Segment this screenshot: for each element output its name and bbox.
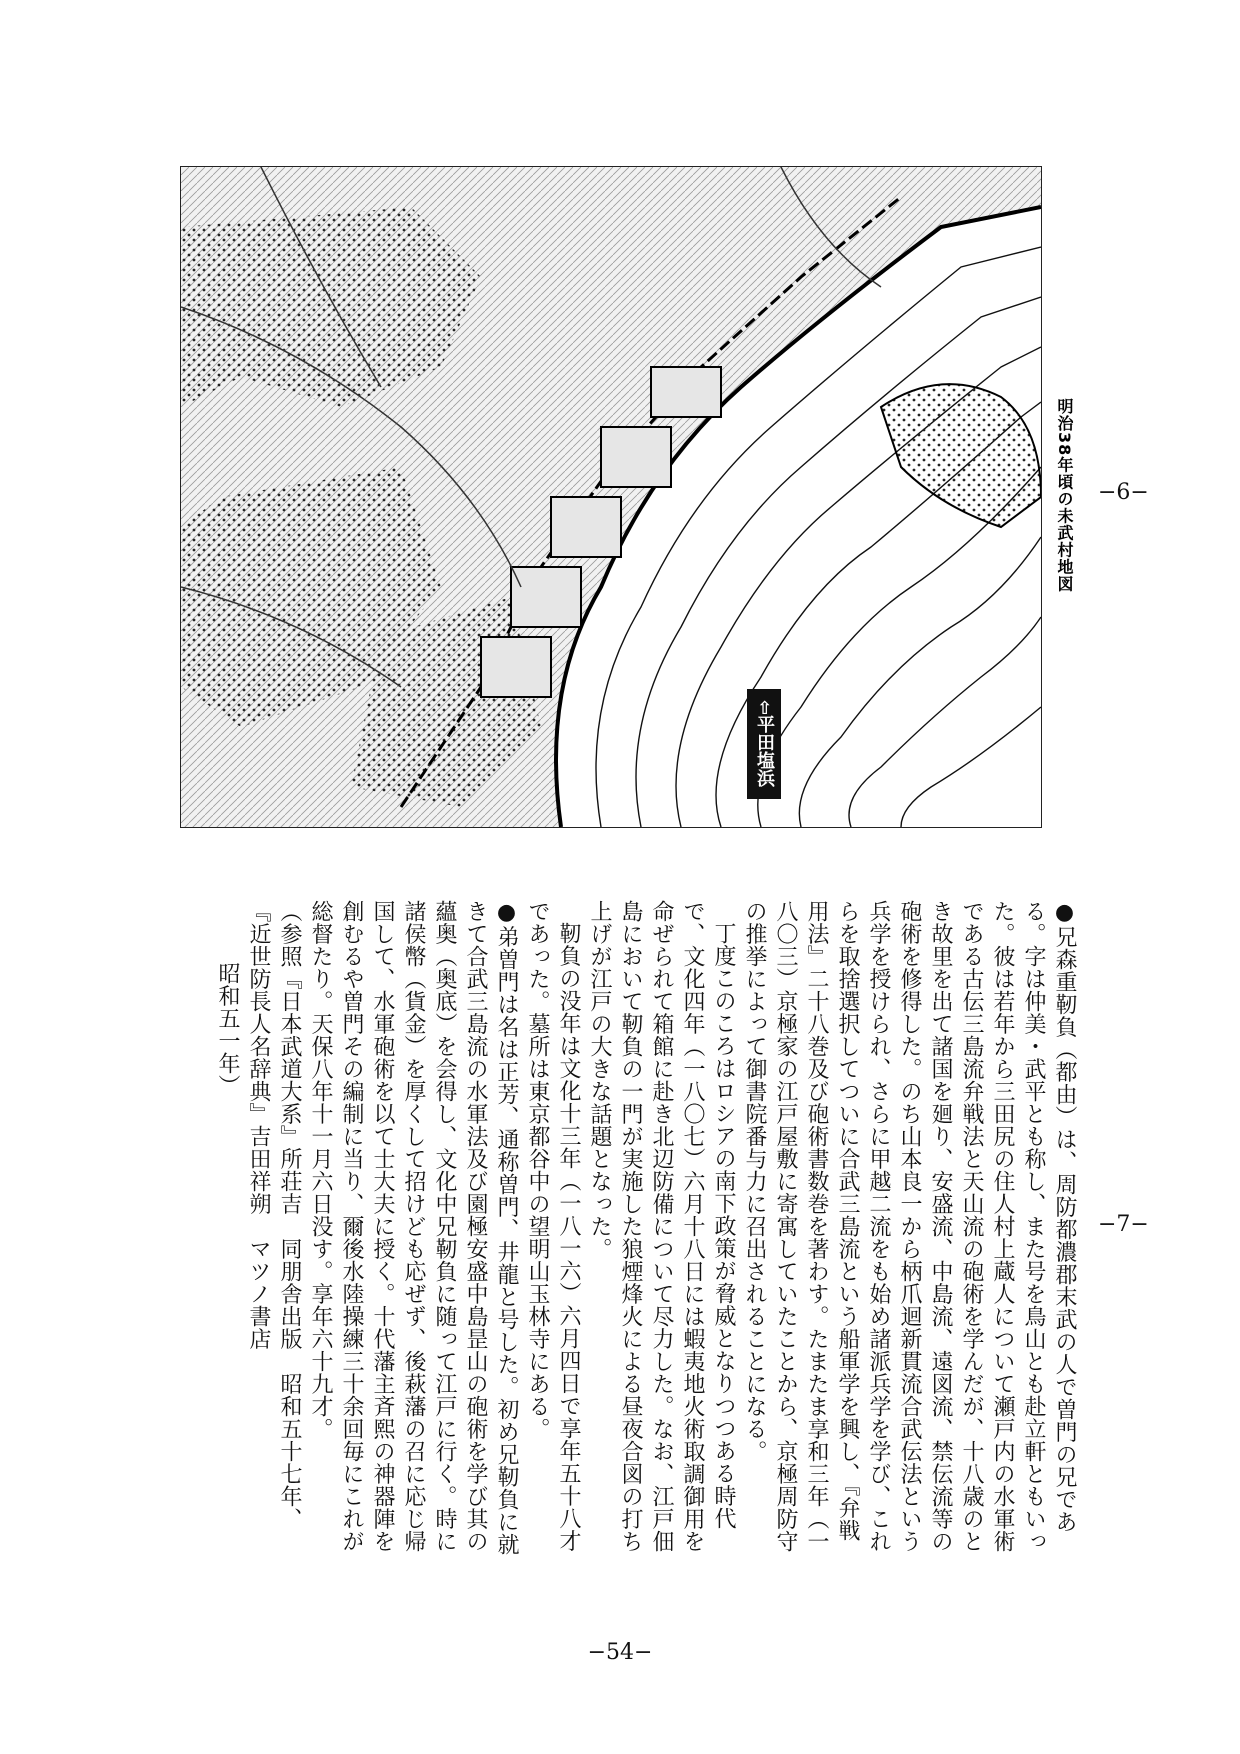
page-number-lower: −7−	[1098, 1212, 1149, 1237]
paragraph-somon: ● 弟曽門は名は正芳、通称曽門、井龍と号した。初め兄靭負に就きて合武三島流の水軍法及び園極安盛中島昰山の砲術を学び其の蘊奥（奥底）を会得し、文化中兄靭負に随って江戸に行く。時に諸侯幣（貨金）を厚くして招けども応ぜず、後萩藩の召に応じ帰国して、水軍砲術を以て士大夫に授く。十代藩主斉熙の神器陣を創むるや曽門その編制に当り、爾後水陸操練三十余回毎にこれが総督たり。天保八年十一月六日没す。享年六十九才。	[305, 900, 522, 1560]
reference-line-continued: 昭和五一年）	[215, 962, 240, 1097]
map-illustration	[181, 167, 1041, 827]
page-number-upper: −6−	[1098, 480, 1149, 505]
figure-caption: 明治38年頃の未武村地図	[1055, 398, 1074, 593]
paragraph-russia: 丁度このころはロシアの南下政策が脅威となりつつある時代で、文化四年（一八〇七）六月十八日には蝦夷地火術取調御用を命ぜられて箱館に赴き北辺防備について尽力した。なお、江戸佃島において靭負の一門が実施した狼煙烽火による昼夜合図の打ち上げが江戸の大きな話題となった。	[587, 900, 736, 1553]
page-number-footer: −54−	[587, 1640, 653, 1665]
village-map-figure	[180, 166, 1042, 828]
vertical-body-text	[180, 900, 1080, 1560]
salt-field-label: ⇦平田塩浜	[747, 689, 781, 799]
paragraph-death: 靭負の没年は文化十三年（一八一六）六月四日で享年五十八才であった。墓所は東京都谷中の望明山玉林寺にある。	[525, 900, 581, 1552]
paragraph-morishige: ● 兄森重靭負（都由）は、周防都濃郡末武の人で曽門の兄である。字は仲美・武平とも称し、また号を鳥山とも赴立軒ともいった。彼は若年から三田尻の住人村上蔵人について瀬戸内の水軍術である古伝三島流弁戦法と天山流の砲術を学んだが、十八歳のとき故里を出て諸国を廻り、安盛流、中島流、遠図流、禁伝流等の砲術を修得した。のち山本良一から柄爪迴新貫流合武伝法という兵学を授けられ、さらに甲越二流をも始め諸派兵学を学び、これらを取捨選択してついに合武三島流という船軍学を興し、『弁戦用法』二十八巻及び砲術書数巻を著わす。たまたま享和三年（一八〇三）京極家の江戸屋敷に寄寓していたことから、京極周防守の推挙によって御書院番与力に召出されることになる。	[739, 900, 1080, 1560]
reference-line: （参照『日本武道大系』所荘吉 同朋舎出版 昭和五十七年、『近世防長人名辞典』吉田祥朔 マツノ書店	[246, 900, 302, 1530]
